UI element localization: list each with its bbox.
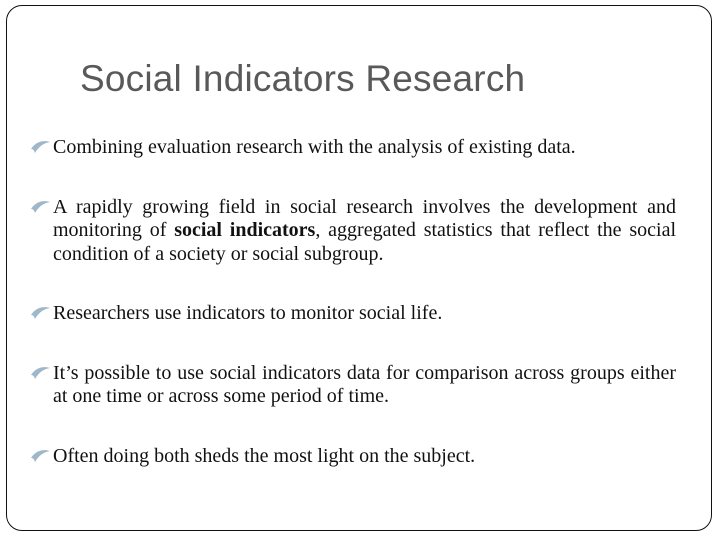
bullet-list bbox=[30, 136, 676, 468]
bullet-item bbox=[30, 196, 676, 267]
bullet-text: , aggregated statistics that reflect the social condition of a society or social subgroup. bbox=[53, 219, 676, 265]
bullet-text: Researchers use indicators to monitor social life. bbox=[53, 302, 443, 324]
bullet-text: Often doing both sheds the most light on the subject. bbox=[53, 444, 476, 467]
bullet-item bbox=[30, 445, 676, 469]
swoosh-bullet-icon bbox=[30, 200, 51, 214]
bullet-item bbox=[30, 362, 676, 409]
swoosh-bullet-icon bbox=[30, 366, 51, 380]
bullet-text: A rapidly growing field in social research involves the development and monitoring of bbox=[53, 195, 676, 241]
slide-title: Social Indicators Research bbox=[80, 58, 526, 99]
bullet-text: It’s possible to use social indicators data for comparison across groups either at one time or across some period of time. bbox=[53, 361, 676, 407]
bullet-text: Combining evaluation research with the analysis of existing data. bbox=[53, 136, 576, 158]
swoosh-bullet-icon bbox=[30, 140, 51, 154]
swoosh-bullet-icon bbox=[30, 306, 51, 320]
bullet-item bbox=[30, 302, 676, 326]
bold-term: social indicators bbox=[174, 219, 316, 241]
swoosh-bullet-icon bbox=[30, 449, 51, 463]
bullet-item bbox=[30, 136, 676, 160]
